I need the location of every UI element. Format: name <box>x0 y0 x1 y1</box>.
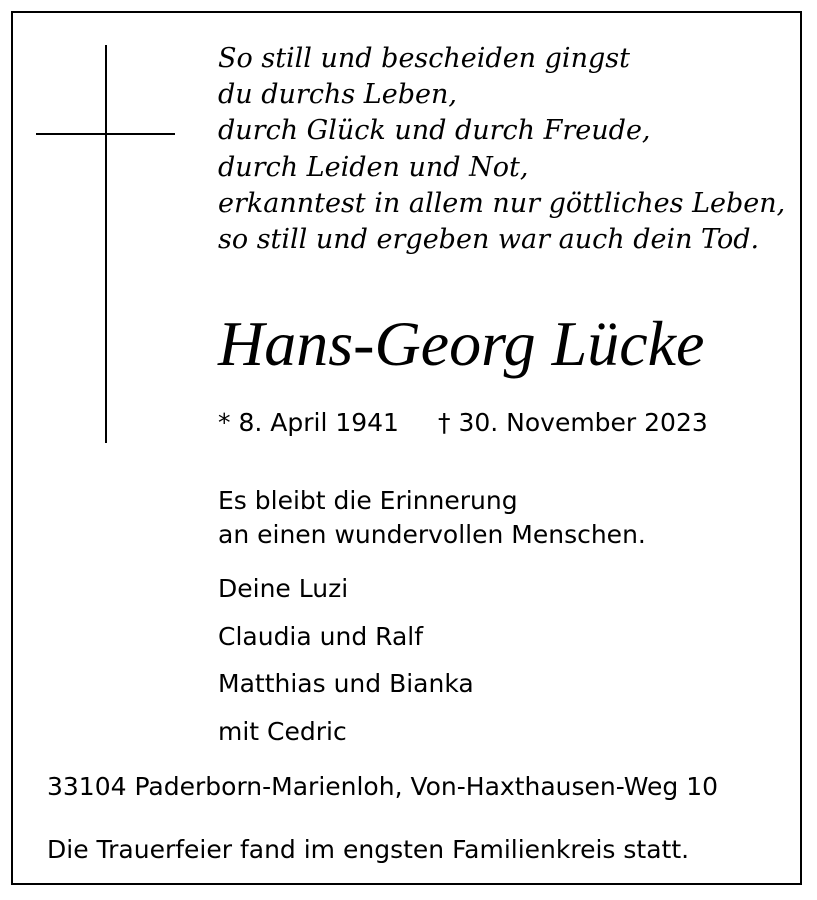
cross-icon-vertical <box>105 45 107 443</box>
poem <box>218 41 785 258</box>
signer: mit Cedric <box>218 716 347 746</box>
memory-line: Es bleibt die Erinnerung <box>218 486 518 515</box>
death-date: † 30. November 2023 <box>438 408 708 437</box>
deceased-name: Hans-Georg Lücke <box>218 308 705 379</box>
cross-icon-horizontal <box>36 133 175 135</box>
memory-line: an einen wundervollen Menschen. <box>218 520 646 549</box>
poem-line: erkanntest in allem nur göttliches Leben, <box>218 187 786 219</box>
address: 33104 Paderborn-Marienloh, Von-Haxthausen-Weg 10 <box>47 772 719 801</box>
signers-list <box>218 565 474 755</box>
poem-line: So still und bescheiden gingst <box>218 43 630 74</box>
signer: Deine Luzi <box>218 574 349 603</box>
funeral-note: Die Trauerfeier fand im engsten Familienkreis statt. <box>47 835 690 864</box>
signer: Matthias und Bianka <box>218 669 474 698</box>
poem-line: so still und ergeben war auch dein Tod. <box>218 224 760 256</box>
memory-text <box>218 484 646 552</box>
poem-line: durch Leiden und Not, <box>218 151 529 183</box>
poem-line: du durchs Leben, <box>218 79 457 111</box>
signer: Claudia und Ralf <box>218 621 424 651</box>
birth-date: * 8. April 1941 <box>218 408 399 437</box>
poem-line: durch Glück und durch Freude, <box>218 115 651 147</box>
